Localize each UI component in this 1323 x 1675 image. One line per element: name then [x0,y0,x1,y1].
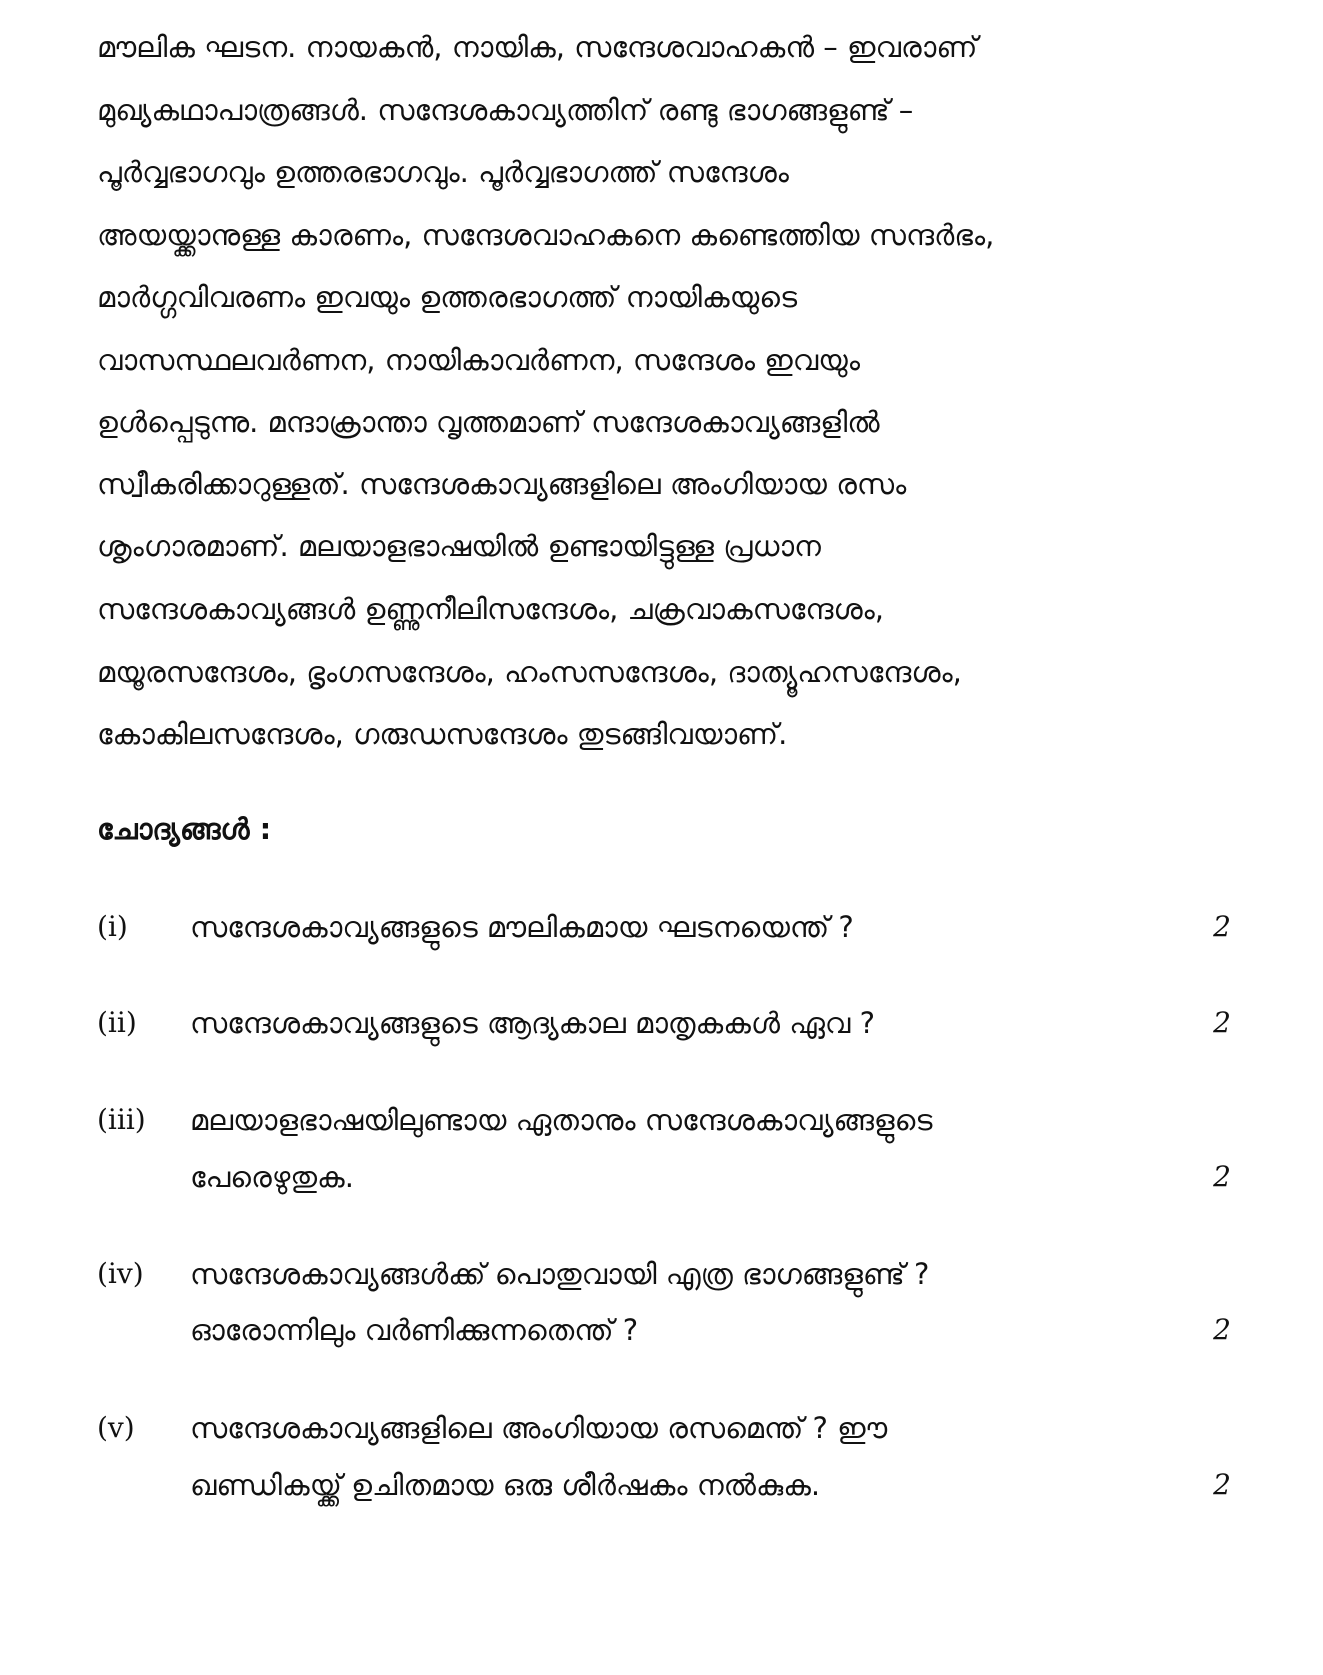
question-text: സന്ദേശകാവ്യങ്ങളുടെ മൗലികമായ ഘടനയെന്ത് ? [190,910,854,944]
question-marks: 2 [1213,1468,1231,1501]
passage-line: മയൂരസന്ദേശം, ഭൃംഗസന്ദേശം, ഹംസസന്ദേശം, ദാത്യൂഹസന്ദേശം, [97,655,962,689]
question-marks: 2 [1213,910,1231,943]
question-text: സന്ദേശകാവ്യങ്ങളിലെ അംഗിയായ രസമെന്ത് ? ഈ [190,1411,888,1445]
question-text: ഖണ്ഡികയ്ക്ക് ഉചിതമായ ഒരു ശീർഷകം നൽകുക. [190,1468,821,1502]
question-number: (i) [97,910,128,943]
question-marks: 2 [1213,1160,1231,1193]
question-number: (iii) [97,1103,146,1136]
question-number: (iv) [97,1257,144,1290]
passage-line: മാർഗ്ഗവിവരണം ഇവയും ഉത്തരഭാഗത്ത് നായികയുടെ [97,280,798,314]
passage-line: വാസസ്ഥലവർണന, നായികാവർണന, സന്ദേശം ഇവയും [97,343,860,377]
question-text: സന്ദേശകാവ്യങ്ങൾക്ക് പൊതുവായി എത്ര ഭാഗങ്ങളുണ്ട് ? [190,1257,930,1291]
passage-line: സന്ദേശകാവ്യങ്ങൾ ഉണ്ണുനീലിസന്ദേശം, ചക്രവാകസന്ദേശം, [97,592,884,626]
question-text: ഓരോന്നിലും വർണിക്കുന്നതെന്ത് ? [190,1313,639,1347]
question-text: മലയാളഭാഷയിലുണ്ടായ ഏതാനും സന്ദേശകാവ്യങ്ങളുടെ [190,1103,933,1137]
question-number: (v) [97,1411,135,1444]
passage-line: ശൃംഗാരമാണ്. മലയാളഭാഷയിൽ ഉണ്ടായിട്ടുള്ള പ്രധാന [97,529,821,563]
passage-line: മുഖ്യകഥാപാത്രങ്ങൾ. സന്ദേശകാവ്യത്തിന് രണ്ടു ഭാഗങ്ങളുണ്ട് – [97,93,914,127]
question-text: സന്ദേശകാവ്യങ്ങളുടെ ആദ്യകാല മാതൃകകൾ ഏവ ? [190,1006,875,1040]
questions-heading: ചോദ്യങ്ങൾ : [97,812,272,846]
question-number: (ii) [97,1006,137,1039]
question-text: പേരെഴുതുക. [190,1160,354,1194]
question-marks: 2 [1213,1313,1231,1346]
passage-line: ഉൾപ്പെടുന്നു. മന്ദാക്രാന്താ വൃത്തമാണ് സന്ദേശകാവ്യങ്ങളിൽ [97,405,880,439]
passage-line: അയയ്ക്കാനുള്ള കാരണം, സന്ദേശവാഹകനെ കണ്ടെത്തിയ സന്ദർഭം, [97,218,995,252]
passage-line: മൗലിക ഘടന. നായകൻ, നായിക, സന്ദേശവാഹകൻ – ഇവരാണ് [97,30,978,64]
question-marks: 2 [1213,1006,1231,1039]
passage-line: പൂർവ്വഭാഗവും ഉത്തരഭാഗവും. പൂർവ്വഭാഗത്ത് സന്ദേശം [97,155,789,189]
passage-line: സ്വീകരിക്കാറുള്ളത്. സന്ദേശകാവ്യങ്ങളിലെ അംഗിയായ രസം [97,467,907,501]
passage-line: കോകിലസന്ദേശം, ഗരുഡസന്ദേശം തുടങ്ങിവയാണ്. [97,717,788,751]
